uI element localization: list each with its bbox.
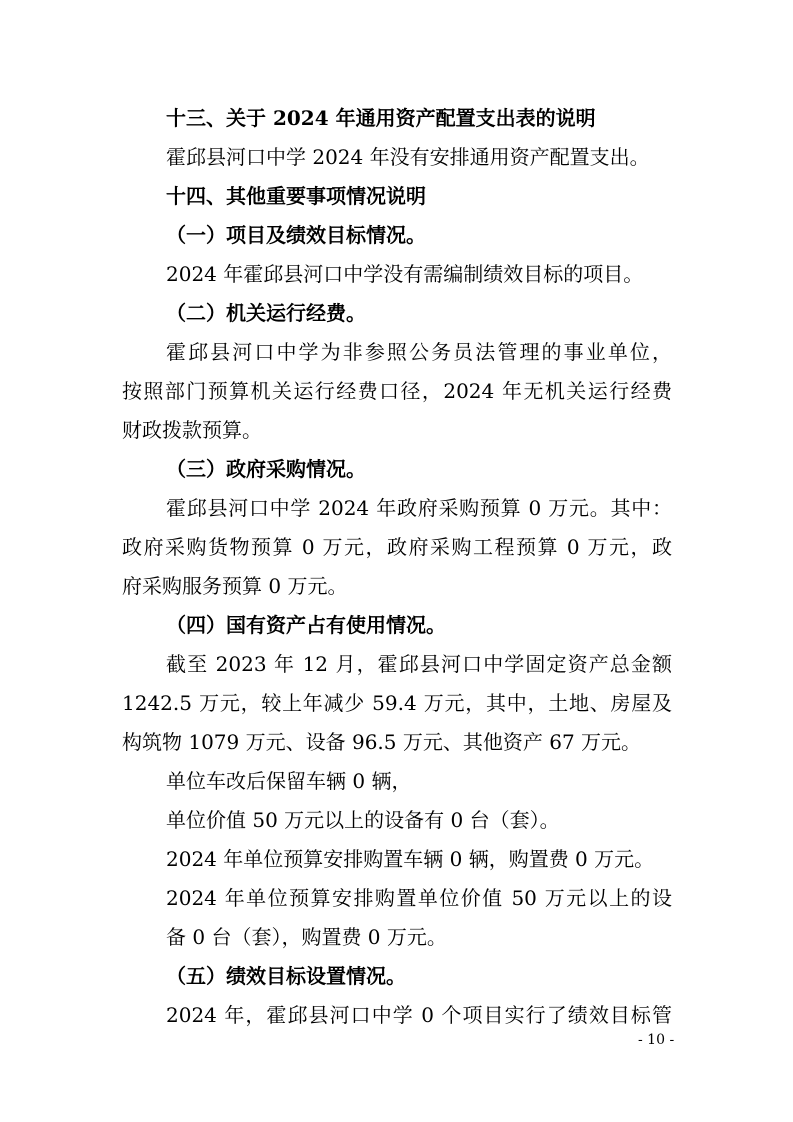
paragraph-line: 按照部门预算机关运行经费口径，2024 年无机关运行经费 xyxy=(122,379,672,403)
paragraph-line: 霍邱县河口中学为非参照公务员法管理的事业单位， xyxy=(166,340,672,364)
subsection-heading-2: （二）机关运行经费。 xyxy=(166,301,366,325)
paragraph-line: 府采购服务预算 0 万元。 xyxy=(122,574,348,598)
subsection-heading-1: （一）项目及绩效目标情况。 xyxy=(166,223,426,247)
paragraph-line: 财政拨款预算。 xyxy=(122,418,262,442)
paragraph-line: 单位价值 50 万元以上的设备有 0 台（套）。 xyxy=(166,808,560,832)
subsection-heading-3: （三）政府采购情况。 xyxy=(166,457,366,481)
paragraph-line: 霍邱县河口中学 2024 年政府采购预算 0 万元。其中： xyxy=(166,496,672,520)
section-heading-14: 十四、其他重要事项情况说明 xyxy=(166,184,426,208)
section-heading-13: 十三、关于 2024 年通用资产配置支出表的说明 xyxy=(166,106,596,130)
paragraph-line: 截至 2023 年 12 月，霍邱县河口中学固定资产总金额 xyxy=(166,652,672,676)
paragraph-line: 霍邱县河口中学 2024 年没有安排通用资产配置支出。 xyxy=(166,145,650,169)
paragraph-line: 单位车改后保留车辆 0 辆， xyxy=(166,769,412,793)
paragraph-line: 备 0 台（套），购置费 0 万元。 xyxy=(166,925,447,949)
paragraph-line: 构筑物 1079 万元、设备 96.5 万元、其他资产 67 万元。 xyxy=(122,730,642,754)
paragraph-line: 2024 年单位预算安排购置车辆 0 辆，购置费 0 万元。 xyxy=(166,847,655,871)
paragraph-line: 政府采购货物预算 0 万元，政府采购工程预算 0 万元，政 xyxy=(122,535,672,559)
paragraph-line: 2024 年单位预算安排购置单位价值 50 万元以上的设 xyxy=(166,886,672,910)
page-number: - 10 - xyxy=(638,1032,675,1048)
subsection-heading-5: （五）绩效目标设置情况。 xyxy=(166,964,406,988)
paragraph-line: 2024 年霍邱县河口中学没有需编制绩效目标的项目。 xyxy=(166,262,644,286)
paragraph-line: 1242.5 万元，较上年减少 59.4 万元，其中，土地、房屋及 xyxy=(122,691,672,715)
paragraph-line: 2024 年，霍邱县河口中学 0 个项目实行了绩效目标管 xyxy=(166,1003,672,1027)
subsection-heading-4: （四）国有资产占有使用情况。 xyxy=(166,613,446,637)
